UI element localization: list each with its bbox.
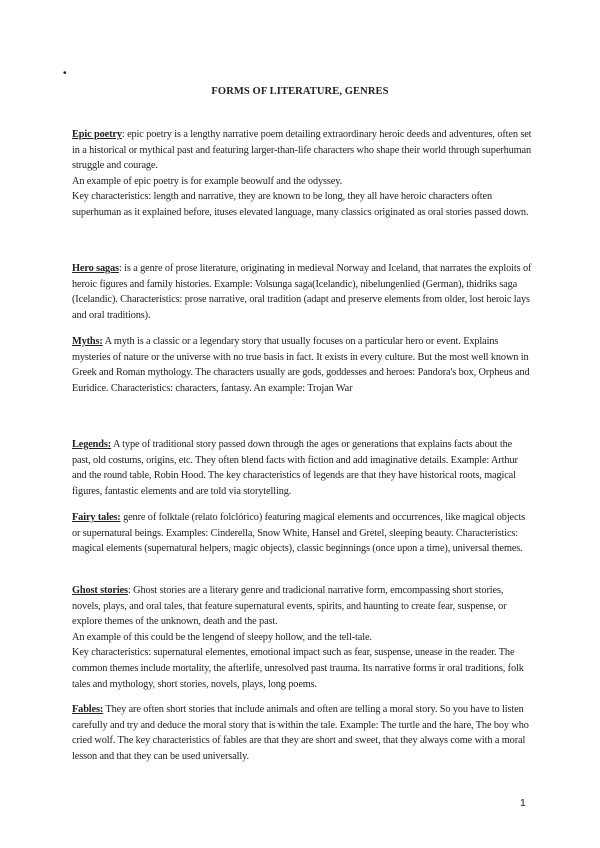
myth-text: A myth is a classic or a legendary story that usually focuses on a particular hero or event. Explains mysteries of nature or the universe with no true basis in fact. It exists in every culture. But the most well known in Greek and Roman mythology. The characters usually are gods, goddesses and heroes: Pandora's box, Orpheus and Euridice. Characteristics: characters, fantasy. An example: Trojan War (72, 336, 530, 394)
section-legends (72, 437, 532, 499)
fairy-paragraph (72, 510, 532, 557)
myth-term: Myths: (72, 336, 103, 347)
hero-term: Hero sagas (72, 263, 119, 274)
legend-term: Legends: (72, 439, 112, 450)
document-title: FORMS OF LITERATURE, GENRES (211, 86, 389, 97)
section-hero-sagas (72, 261, 532, 323)
fairy-term: Fairy tales: (72, 512, 121, 523)
epic-paragraph-1 (72, 127, 532, 174)
ghost-term: Ghost stories (72, 585, 128, 596)
legend-paragraph (72, 437, 532, 499)
fable-paragraph (72, 702, 532, 764)
fairy-text: genre of folktale (relato folclórico) featuring magical elements and occurrences, like magical objects or supernatural beings. Examples: Cinderella, Snow White, Hansel and Gretel, sleeping beauty. Characteristics: magical elements (supernatural helpers, magic objects), classic beginnings (once upon a time), universal themes. (72, 512, 526, 555)
section-myths (72, 334, 532, 396)
page-number: 1 (520, 797, 526, 809)
hero-text: : is a genre of prose literature, originating in medieval Norway and Iceland, that narrates the exploits of heroic figures and family histories. Example: Volsunga saga(Icelandic), nibelungenlied (German), thidriks saga (Icelandic). Characteristics: prose narrative, oral tradition (adapt and preserve elements from older, lost heroic lays and oral traditions). (72, 263, 532, 321)
epic-paragraph-3: Key characteristics: length and narrative, they are known to be long, they all have heroic characters often superhuman as it explained before, ituses elevated language, many classics originated as oral stories passed down. (72, 191, 529, 218)
section-fairy-tales (72, 510, 532, 557)
section-fables (72, 702, 532, 764)
epic-text-1: : epic poetry is a lengthy narrative poem detailing extraordinary heroic deeds and adventures, often set in a historical or mythical past and featuring larger-than-life characters who shape their world through superhuman struggle and courage. (72, 129, 532, 172)
fable-text: They are often short stories that include animals and often are telling a moral story. So you have to listen carefully and try and deduce the moral story that is within the tale. Example: The turtle and the hare, The boy who cried wolf. The key characteristics of fables are that they are short and sweet, that they always come with a moral lesson and that they can be used universally. (72, 704, 529, 762)
epic-term: Epic poetry (72, 129, 122, 140)
ghost-paragraph-1 (72, 583, 532, 630)
ghost-text-1: : Ghost stories are a literary genre and tradicional narrative form, emcompassing short stories, novels, plays, and oral tales, that feature supernatural events, spirits, and haunting to create fear, suspense, or explore themes of the unknown, death and the past. (72, 585, 507, 628)
ghost-paragraph-2: An example of this could be the lengend of sleepy hollow, and the tell-tale. (72, 631, 372, 643)
section-epic-poetry (72, 127, 532, 221)
section-ghost-stories (72, 583, 532, 692)
epic-paragraph-2: An example of epic poetry is for example beowulf and the odyssey. (72, 175, 343, 187)
myth-paragraph (72, 334, 532, 396)
legend-text: A type of traditional story passed down through the ages or generations that explains facts about the past, old costums, origins, etc. They often blend facts with fiction and add imaginative details. Example: Arthur and the round table, Robin Hood. The key characteristics of legends are that they have historical roots, magical figures, fantastic elements and are told via storytelling. (72, 439, 518, 497)
hero-paragraph (72, 261, 532, 323)
ghost-paragraph-3: Key characteristics: supernatural elementes, emotional impact such as fear, suspense, unease in the reader. The common themes include mortality, the afterlife, unresolved past trauma. Its narrative forms ir oral traditions, folk tales and mythology, short stories, novels, plays, long poems. (72, 647, 524, 690)
fable-term: Fables: (72, 704, 104, 715)
bullet-mark: • (63, 68, 67, 79)
